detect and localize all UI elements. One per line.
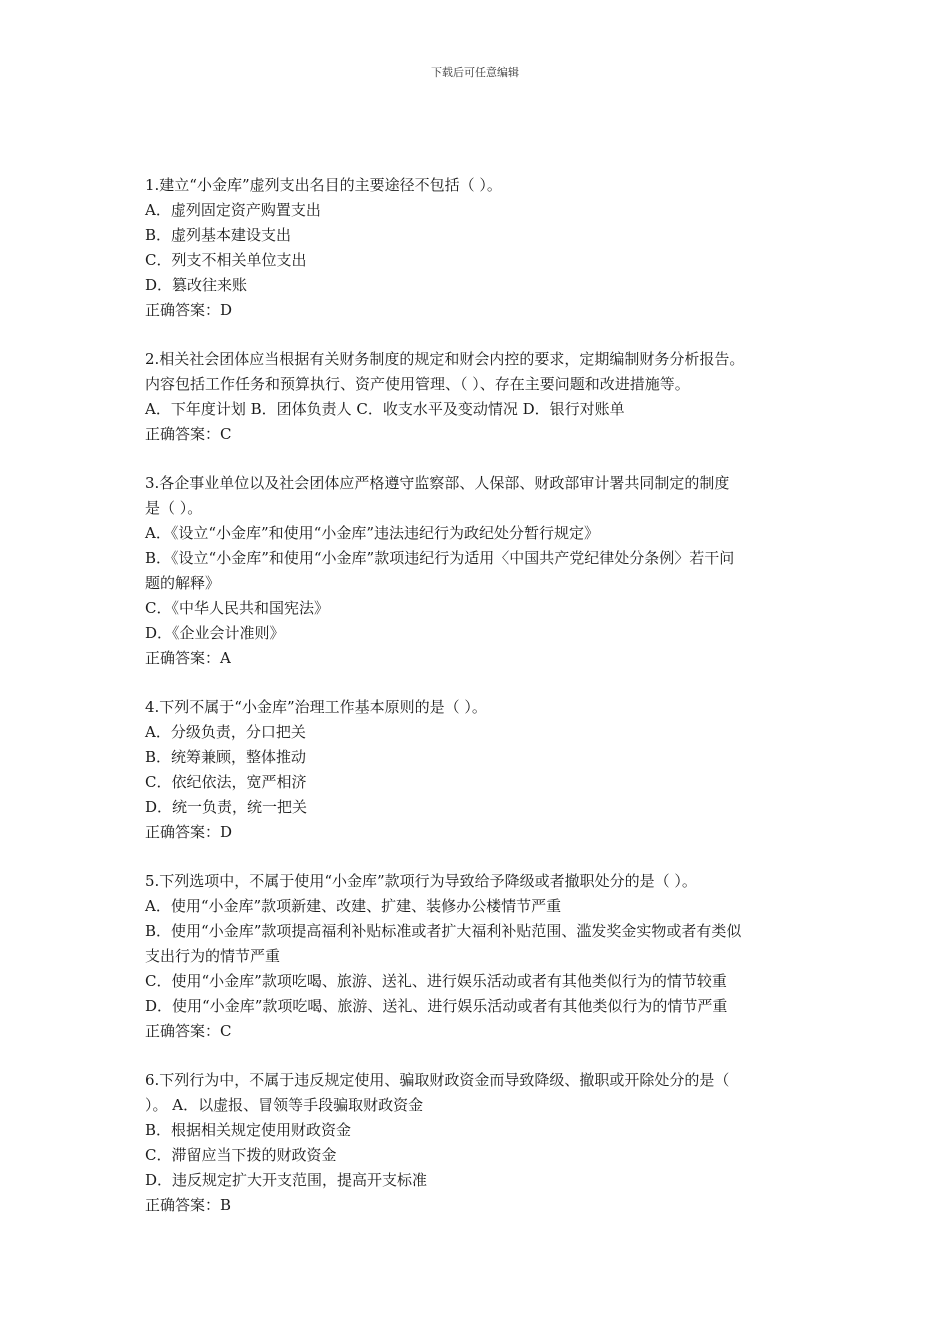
question-line: A．虚列固定资产购置支出 bbox=[145, 201, 321, 219]
question-block bbox=[145, 347, 815, 447]
question-line: B．《设立“小金库”和使用“小金库”款项违纪行为适用〈中国共产党纪律处分条例〉若干问 bbox=[145, 549, 735, 567]
question-line: 6.下列行为中，不属于违反规定使用、骗取财政资金而导致降级、撤职或开除处分的是（ bbox=[145, 1071, 730, 1089]
question-line: C．依纪依法，宽严相济 bbox=[145, 773, 307, 791]
question-line: 正确答案：D bbox=[145, 823, 233, 841]
question-line: C．使用“小金库”款项吃喝、旅游、送礼、进行娱乐活动或者有其他类似行为的情节较重 bbox=[145, 972, 727, 990]
question-block bbox=[145, 173, 815, 323]
question-line: 正确答案：D bbox=[145, 301, 233, 319]
question-line: A．《设立“小金库”和使用“小金库”违法违纪行为政纪处分暂行规定》 bbox=[145, 524, 600, 542]
question-line: 支出行为的情节严重 bbox=[145, 947, 281, 965]
page-header: 下载后可任意编辑 bbox=[431, 66, 519, 79]
question-line: D．使用“小金库”款项吃喝、旅游、送礼、进行娱乐活动或者有其他类似行为的情节严重 bbox=[145, 997, 728, 1015]
question-line: 5.下列选项中，不属于使用“小金库”款项行为导致给予降级或者撤职处分的是（ ）。 bbox=[145, 872, 697, 890]
question-block bbox=[145, 1068, 815, 1218]
question-line: 正确答案：C bbox=[145, 1022, 232, 1040]
question-line: C．列支不相关单位支出 bbox=[145, 251, 307, 269]
question-line: D．违反规定扩大开支范围，提高开支标准 bbox=[145, 1171, 428, 1189]
question-line: D．统一负责，统一把关 bbox=[145, 798, 308, 816]
question-line: 3.各企事业单位以及社会团体应严格遵守监察部、人保部、财政部审计署共同制定的制度 bbox=[145, 474, 730, 492]
question-line: 正确答案：C bbox=[145, 425, 232, 443]
question-line: ）。 A．以虚报、冒领等手段骗取财政资金 bbox=[145, 1096, 424, 1114]
question-line: 正确答案：A bbox=[145, 649, 231, 667]
document-body bbox=[145, 173, 815, 1242]
question-line: B．使用“小金库”款项提高福利补贴标准或者扩大福利补贴范围、滥发奖金实物或者有类似 bbox=[145, 922, 742, 940]
question-line: 2.相关社会团体应当根据有关财务制度的规定和财会内控的要求，定期编制财务分析报告。 bbox=[145, 350, 745, 368]
question-block bbox=[145, 471, 815, 671]
question-block bbox=[145, 695, 815, 845]
question-line: C．滞留应当下拨的财政资金 bbox=[145, 1146, 337, 1164]
question-line: D．《企业会计准则》 bbox=[145, 624, 285, 642]
question-line: C．《中华人民共和国宪法》 bbox=[145, 599, 329, 617]
question-line: A．使用“小金库”款项新建、改建、扩建、装修办公楼情节严重 bbox=[145, 897, 562, 915]
question-line: B．根据相关规定使用财政资金 bbox=[145, 1121, 352, 1139]
question-line: 内容包括工作任务和预算执行、资产使用管理、（ ）、存在主要问题和改进措施等。 bbox=[145, 375, 690, 393]
question-line: 是（ ）。 bbox=[145, 499, 203, 517]
question-line: 1.建立“小金库”虚列支出名目的主要途径不包括（ ）。 bbox=[145, 176, 502, 194]
question-line: A．下年度计划 B．团体负责人 C．收支水平及变动情况 D．银行对账单 bbox=[145, 400, 625, 418]
question-line: 正确答案：B bbox=[145, 1196, 232, 1214]
question-line: A．分级负责，分口把关 bbox=[145, 723, 306, 741]
question-block bbox=[145, 869, 815, 1044]
question-line: B．虚列基本建设支出 bbox=[145, 226, 292, 244]
question-line: 题的解释》 bbox=[145, 574, 221, 592]
question-line: B．统筹兼顾，整体推动 bbox=[145, 748, 307, 766]
question-line: 4.下列不属于“小金库”治理工作基本原则的是（ ）。 bbox=[145, 698, 487, 716]
question-line: D．篡改往来账 bbox=[145, 276, 248, 294]
